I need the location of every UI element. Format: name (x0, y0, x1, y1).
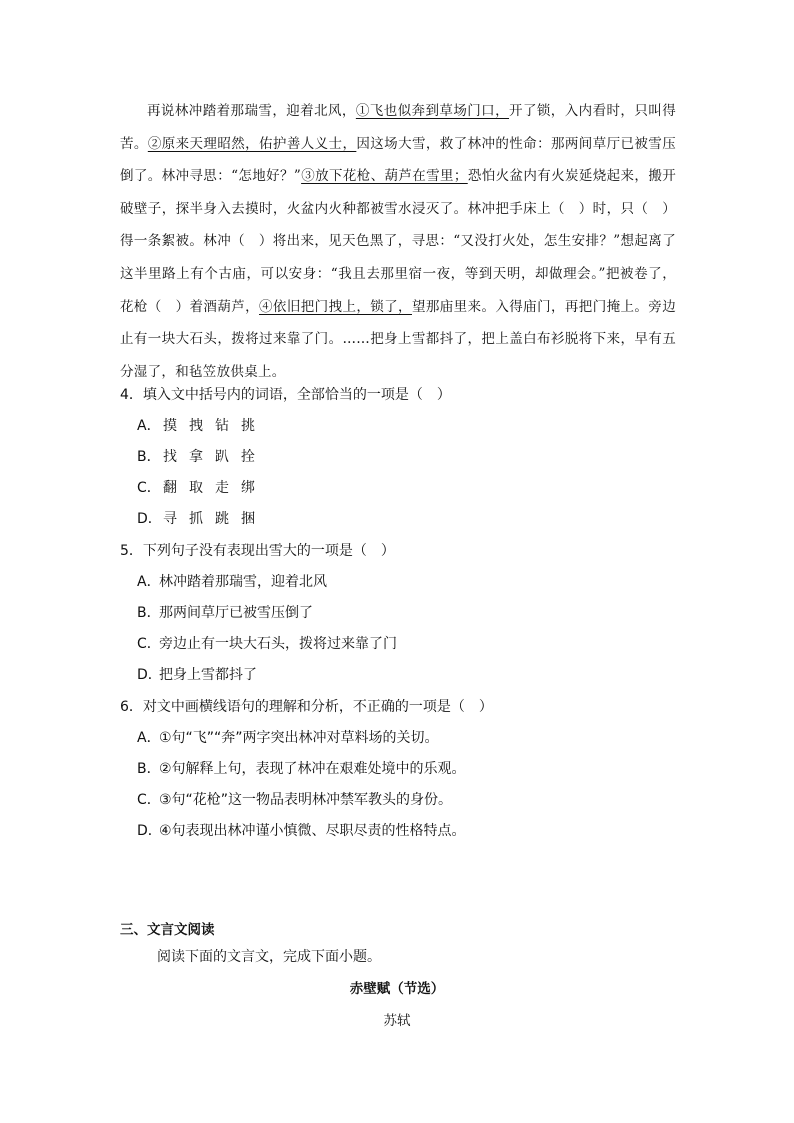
question-6-option-a (137, 727, 439, 747)
option-word: 趴 (215, 449, 229, 465)
option-letter: B． (137, 605, 161, 621)
option-letter: C． (137, 480, 161, 496)
underlined-sentence-2: ②原来天理昭然，佑护善人义士， (147, 135, 357, 152)
question-4-option-b (137, 446, 267, 466)
question-4-option-d (137, 508, 267, 528)
option-letter: A． (137, 418, 161, 434)
option-text: ①句“飞”“奔”两字突出林冲对草料场的关切。 (159, 730, 439, 746)
option-letter: D． (137, 823, 162, 839)
option-word: 摸 (163, 418, 177, 434)
option-letter: A． (137, 730, 161, 746)
option-letter: B． (137, 449, 161, 465)
passage-text: 开了锁，入内看时，只叫得苦。 (120, 103, 676, 152)
option-word: 翻 (163, 480, 177, 496)
question-4-option-c (137, 477, 267, 497)
underlined-sentence-4: ④依旧把门拽上，锁了， (259, 298, 412, 315)
question-4-option-a (137, 415, 267, 435)
passage-text: 望那庙里来。入得庙门，再把门掩上。旁边止有一块大石头，拨将过来靠了门。……把身上雪都抖了，把上盖白布衫脱将下来，早有五分湿了，和毡笠放供桌上。 (120, 298, 677, 380)
text-title: 赤壁赋（节选） (349, 981, 445, 997)
option-word: 捆 (241, 511, 255, 527)
option-word: 拴 (241, 449, 255, 465)
section-heading: 三、文言文阅读 (120, 922, 215, 938)
underlined-sentence-3: ③放下花枪、葫芦在雪里； (301, 168, 468, 185)
option-word: 抓 (189, 511, 203, 527)
passage-text: 再说林冲踏着那瑞雪，迎着北风， (147, 103, 356, 119)
option-letter: A． (137, 574, 161, 590)
option-letter: D． (137, 667, 162, 683)
question-6-option-c (137, 789, 452, 809)
question-5-option-b (137, 602, 313, 622)
question-5-option-a (137, 571, 327, 591)
question-6-stem: 6．对文中画横线语句的理解和分析，不正确的一项是（ ） (120, 699, 493, 715)
option-word: 挑 (241, 418, 255, 434)
passage-text: 因这场大雪，救了林冲的性命：那两间草厅已被雪压倒了。林冲寻思：“怎地好？” (120, 135, 677, 185)
question-4-stem: 4．填入文中括号内的词语，全部恰当的一项是（ ） (120, 387, 451, 403)
option-word: 寻 (163, 511, 177, 527)
option-letter: B． (137, 761, 161, 777)
option-text: 那两间草厅已被雪压倒了 (159, 605, 313, 621)
question-5-option-d (137, 664, 257, 684)
option-letter: D． (137, 511, 162, 527)
underlined-sentence-1: ①飞也似奔到草场门口， (355, 103, 510, 119)
reading-passage (120, 95, 676, 388)
option-word: 钻 (215, 418, 229, 434)
option-word: 找 (163, 449, 177, 465)
option-word: 拽 (189, 418, 203, 434)
option-text: 林冲踏着那瑞雪，迎着北风 (159, 574, 327, 590)
passage-paragraph (120, 95, 676, 388)
text-author: 苏轼 (383, 1013, 411, 1029)
option-text: 旁边止有一块大石头，拨将过来靠了门 (159, 636, 397, 652)
option-word: 取 (189, 480, 203, 496)
option-text: 把身上雪都抖了 (159, 667, 257, 683)
question-6-option-d (137, 820, 466, 840)
option-word: 拿 (189, 449, 203, 465)
option-letter: C． (137, 636, 161, 652)
option-word: 绑 (241, 480, 255, 496)
option-word: 走 (215, 480, 229, 496)
question-5-option-c (137, 633, 397, 653)
section-intro: 阅读下面的文言文，完成下面小题。 (157, 949, 381, 965)
passage-text: 恐怕火盆内有火炭延烧起来，搬开破壁子，探半身入去摸时，火盆内火种都被雪水浸灭了。林冲把手床上（ ）时，只（ ）得一条絮被。林冲（ ）将出来，见天色黑了，寻思：“又没打火处，怎生安排？”想起离了这半里路上有个古庙，可以安身：“我且去那里宿一夜，等到天明，却做理会。”把被卷了，花枪（ ）着酒葫芦， (120, 168, 676, 315)
option-text: ②句解释上句，表现了林冲在艰难处境中的乐观。 (159, 761, 466, 777)
option-letter: C． (137, 792, 161, 808)
question-5-stem: 5．下列句子没有表现出雪大的一项是（ ） (120, 543, 395, 559)
question-6-option-b (137, 758, 466, 778)
option-text: ④句表现出林冲谨小慎微、尽职尽责的性格特点。 (159, 823, 466, 839)
option-word: 跳 (215, 511, 229, 527)
option-text: ③句“花枪”这一物品表明林冲禁军教头的身份。 (159, 792, 453, 808)
